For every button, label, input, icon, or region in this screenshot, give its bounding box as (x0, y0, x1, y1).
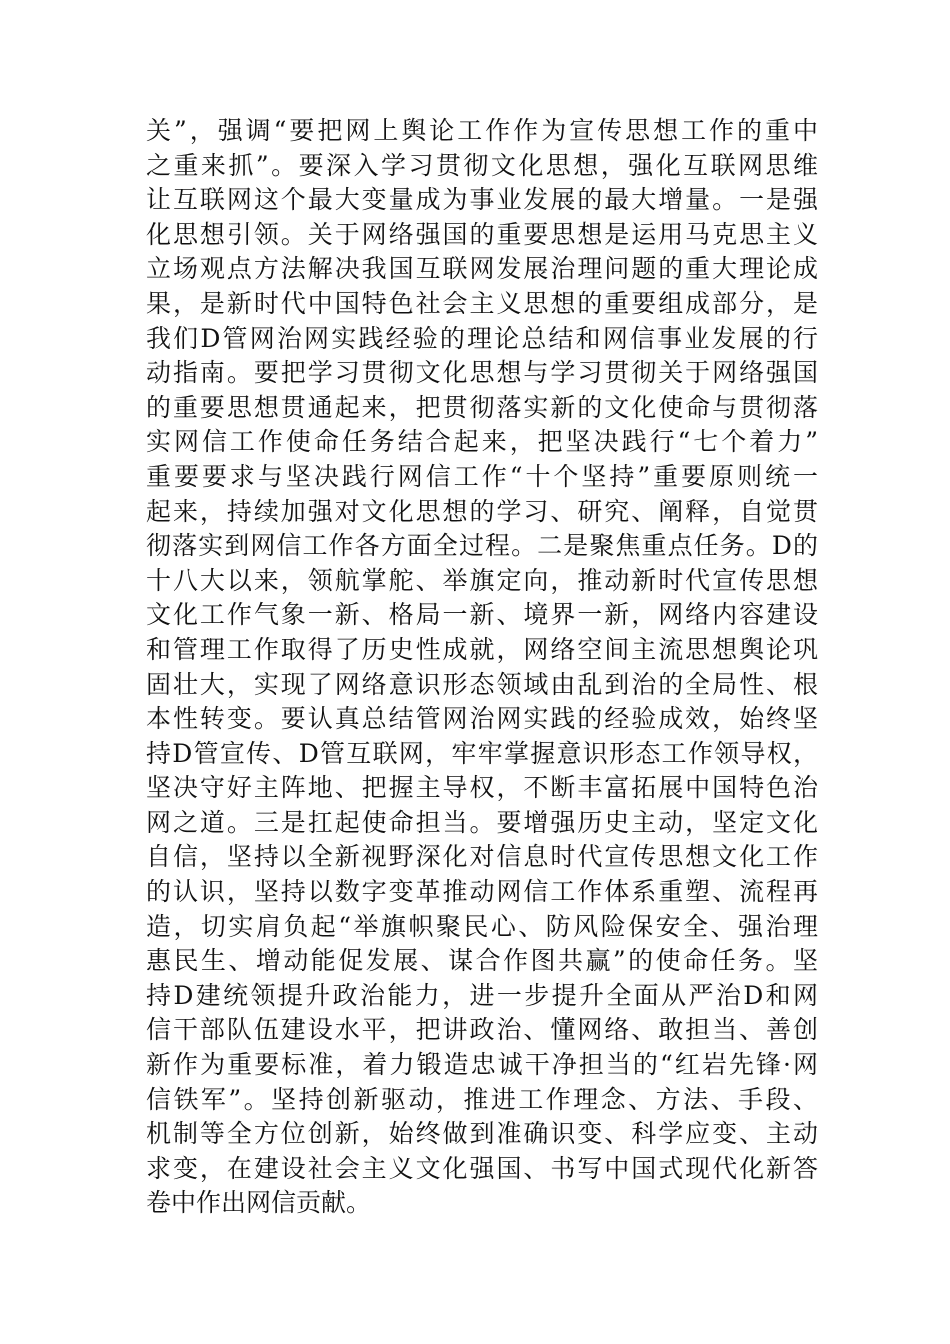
text-line: 我们D管网治网实践经验的理论总结和网信事业发展的行 (146, 323, 818, 353)
text-line-last: 卷中作出网信贡献。 (146, 1188, 372, 1218)
text-line: 求变，在建设社会主义文化强国、书写中国式现代化新答 (146, 1153, 818, 1183)
text-line: 重要要求与坚决践行网信工作“十个坚持”重要原则统一 (146, 461, 818, 491)
text-line: 实网信工作使命任务结合起来，把坚决践行“七个着力” (146, 427, 818, 457)
text-line: 果，是新时代中国特色社会主义思想的重要组成部分，是 (146, 288, 818, 318)
text-line: 关”，强调“要把网上舆论工作作为宣传思想工作的重中 (146, 116, 818, 145)
text-line: 机制等全方位创新，始终做到准确识变、科学应变、主动 (146, 1119, 818, 1149)
text-line: 动指南。要把学习贯彻文化思想与学习贯彻关于网络强国 (146, 358, 818, 388)
text-line: 自信，坚持以全新视野深化对信息时代宣传思想文化工作 (146, 842, 818, 872)
text-line: 文化工作气象一新、格局一新、境界一新，网络内容建设 (146, 600, 818, 630)
text-line: 造，切实肩负起“举旗帜聚民心、防风险保安全、强治理 (146, 911, 818, 941)
text-line: 起来，持续加强对文化思想的学习、研究、阐释，自觉贯 (146, 496, 818, 526)
text-line: 和管理工作取得了历史性成就，网络空间主流思想舆论巩 (146, 634, 818, 664)
text-line: 彻落实到网信工作各方面全过程。二是聚焦重点任务。D的 (146, 531, 818, 561)
text-line: 本性转变。要认真总结管网治网实践的经验成效，始终坚 (146, 704, 818, 734)
text-line: 信干部队伍建设水平，把讲政治、懂网络、敢担当、善创 (146, 1015, 818, 1045)
text-line: 网之道。三是扛起使命担当。要增强历史主动，坚定文化 (146, 807, 818, 837)
text-line: 惠民生、增动能促发展、谋合作图共赢”的使命任务。坚 (146, 946, 818, 976)
text-line: 新作为重要标准，着力锻造忠诚干净担当的“红岩先锋·网 (146, 1050, 818, 1080)
text-line: 固壮大，实现了网络意识形态领域由乱到治的全局性、根 (146, 669, 818, 699)
text-line: 的认识，坚持以数字变革推动网信工作体系重塑、流程再 (146, 877, 818, 907)
text-line: 持D管宣传、D管互联网，牢牢掌握意识形态工作领导权， (146, 738, 818, 768)
text-line: 十八大以来，领航掌舵、举旗定向，推动新时代宣传思想 (146, 565, 818, 595)
body-paragraph (146, 114, 818, 1221)
text-line: 持D建统领提升政治能力，进一步提升全面从严治D和网 (146, 980, 818, 1010)
text-line: 的重要思想贯通起来，把贯彻落实新的文化使命与贯彻落 (146, 392, 818, 422)
text-line: 之重来抓”。要深入学习贯彻文化思想，强化互联网思维 (146, 150, 818, 180)
text-line: 坚决守好主阵地、把握主导权，不断丰富拓展中国特色治 (146, 773, 818, 803)
text-line: 信铁军”。坚持创新驱动，推进工作理念、方法、手段、 (146, 1084, 818, 1114)
text-line: 让互联网这个最大变量成为事业发展的最大增量。一是强 (146, 185, 818, 215)
text-line: 化思想引领。关于网络强国的重要思想是运用马克思主义 (146, 219, 818, 249)
text-line: 立场观点方法解决我国互联网发展治理问题的重大理论成 (146, 254, 818, 284)
